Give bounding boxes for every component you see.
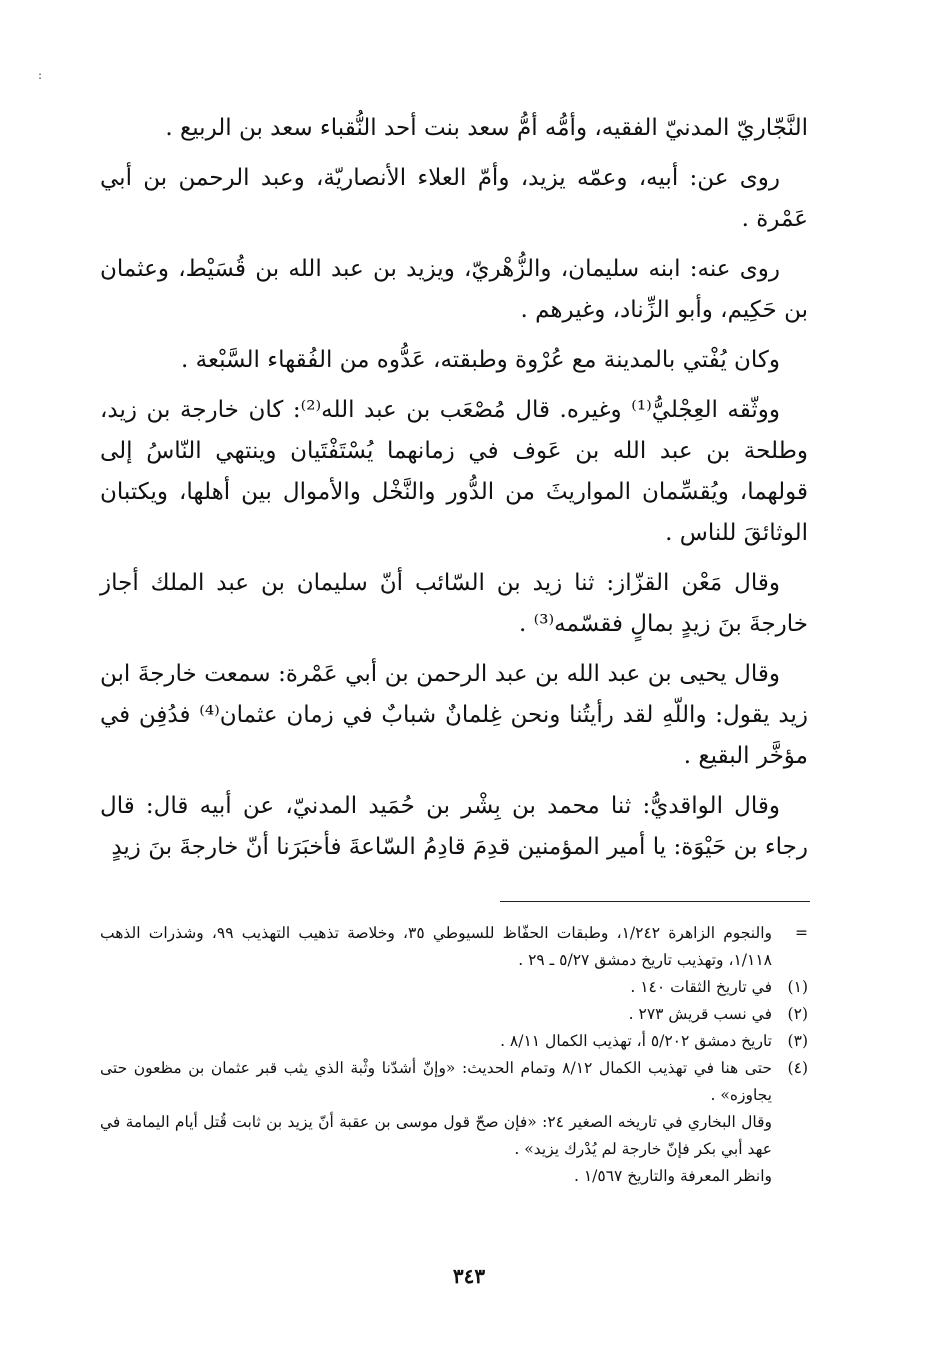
footnote-text: تاريخ دمشق ٥/٢٠٢ أ، تهذيب الكمال ٨/١١ . bbox=[500, 1032, 772, 1050]
footnote-mark: (١) bbox=[787, 978, 808, 996]
paragraph-narrators: روى عنه: ابنه سليمان، والزُّهْريّ، ويزيد بن عبد الله بن قُسَيْط، وعثمان بن حَكِيم، وأبو الزِّناد، وغيرهم . bbox=[100, 256, 808, 323]
footnote-continuation bbox=[100, 920, 808, 974]
paragraph-lineage: النَّجّاريّ المدنيّ الفقيه، وأمُّه أمُّ سعد بنت أحد النُّقباء سعد بن الربيع . bbox=[165, 115, 808, 141]
footnote-4 bbox=[100, 1055, 808, 1109]
footnote-mark: (٢) bbox=[787, 1005, 808, 1023]
footnote-1 bbox=[100, 974, 808, 1001]
paragraph-reliability: ووثّقه العِجْليُّ⁽¹⁾ وغيره. قال مُصْعَب بن عبد الله⁽²⁾: كان خارجة بن زيد، وطلحة بن عبد الله بن عَوف في زمانهما يُسْتَفْتَيان وينتهي النّاسُ إلى قولهما، ويُقسِّمان المواريثَ من الدُّور والنَّخْل والأموال بين أهلها، ويكتبان الوثائقَ للناس . bbox=[100, 397, 808, 546]
paragraph-yahya: وقال يحيى بن عبد الله بن عبد الرحمن بن أبي عَمْرة: سمعت خارجةَ ابن زيد يقول: واللّهِ لقد رأيتُنا ونحن غِلمانٌ شبابٌ في زمان عثمان⁽⁴⁾ فدُفِن في مؤخَّر البقيع . bbox=[100, 661, 808, 769]
footnote-text: حتى هنا في تهذيب الكمال ٨/١٢ وتمام الحديث: «وإنّ أشدّنا وثْبة الذي يثب قبر عثمان بن مظعون حتى يجاوزه» . bbox=[100, 1059, 772, 1104]
footnote-text: والنجوم الزاهرة ١/٢٤٢، وطبقات الحفّاظ للسيوطي ٣٥، وخلاصة تذهيب التهذيب ٩٩، وشذرات الذهب ١/١١٨، وتهذيب تاريخ دمشق ٥/٢٧ ـ ٢٩ . bbox=[100, 924, 772, 969]
footnote-mark: = bbox=[795, 924, 808, 942]
paragraph-fatwa: وكان يُفْتي بالمدينة مع عُرْوة وطبقته، عَدُّوه من الفُقهاء السَّبْعة . bbox=[181, 347, 780, 373]
main-text bbox=[100, 108, 808, 877]
footnote-4-see-also: وانظر المعرفة والتاريخ ١/٥٦٧ . bbox=[573, 1167, 772, 1185]
paragraph-maan: وقال مَعْن القزّاز: ثنا زيد بن السّائب أنّ سليمان بن عبد الملك أجاز خارجةَ بنَ زيدٍ بمالٍ فقسّمه⁽³⁾ . bbox=[100, 570, 808, 637]
footnote-4-bukhari: وقال البخاري في تاريخه الصغير ٢٤: «فإن صحّ قول موسى بن عقبة أنّ يزيد بن ثابت قُتل أيام اليمامة في عهد أبي بكر فإنّ خارجة لم يُدْرك يزيد» . bbox=[100, 1113, 773, 1158]
corner-mark: : bbox=[38, 68, 43, 82]
footnote-divider bbox=[500, 901, 810, 902]
footnotes bbox=[100, 920, 808, 1190]
footnote-2 bbox=[100, 1001, 808, 1028]
paragraph-narrated-from: روى عن: أبيه، وعمّه يزيد، وأمّ العلاء الأنصاريّة، وعبد الرحمن بن أبي عَمْرة . bbox=[100, 165, 808, 232]
paragraph-waqidi: وقال الواقديُّ: ثنا محمد بن بِشْر بن حُمَيد المدنيّ، عن أبيه قال: قال رجاء بن حَيْوَة: يا أمير المؤمنين قدِمَ قادِمُ السّاعةَ فأخبَرَنا أنّ خارجةَ بنَ زيدٍ bbox=[100, 793, 808, 860]
footnote-text: في نسب قريش ٢٧٣ . bbox=[628, 1005, 772, 1023]
page-number: ٣٤٣ bbox=[452, 1264, 486, 1288]
footnote-3 bbox=[100, 1028, 808, 1055]
footnote-mark: (٣) bbox=[787, 1032, 808, 1050]
footnote-mark: (٤) bbox=[787, 1059, 808, 1077]
footnote-text: في تاريخ الثقات ١٤٠ . bbox=[630, 978, 772, 996]
